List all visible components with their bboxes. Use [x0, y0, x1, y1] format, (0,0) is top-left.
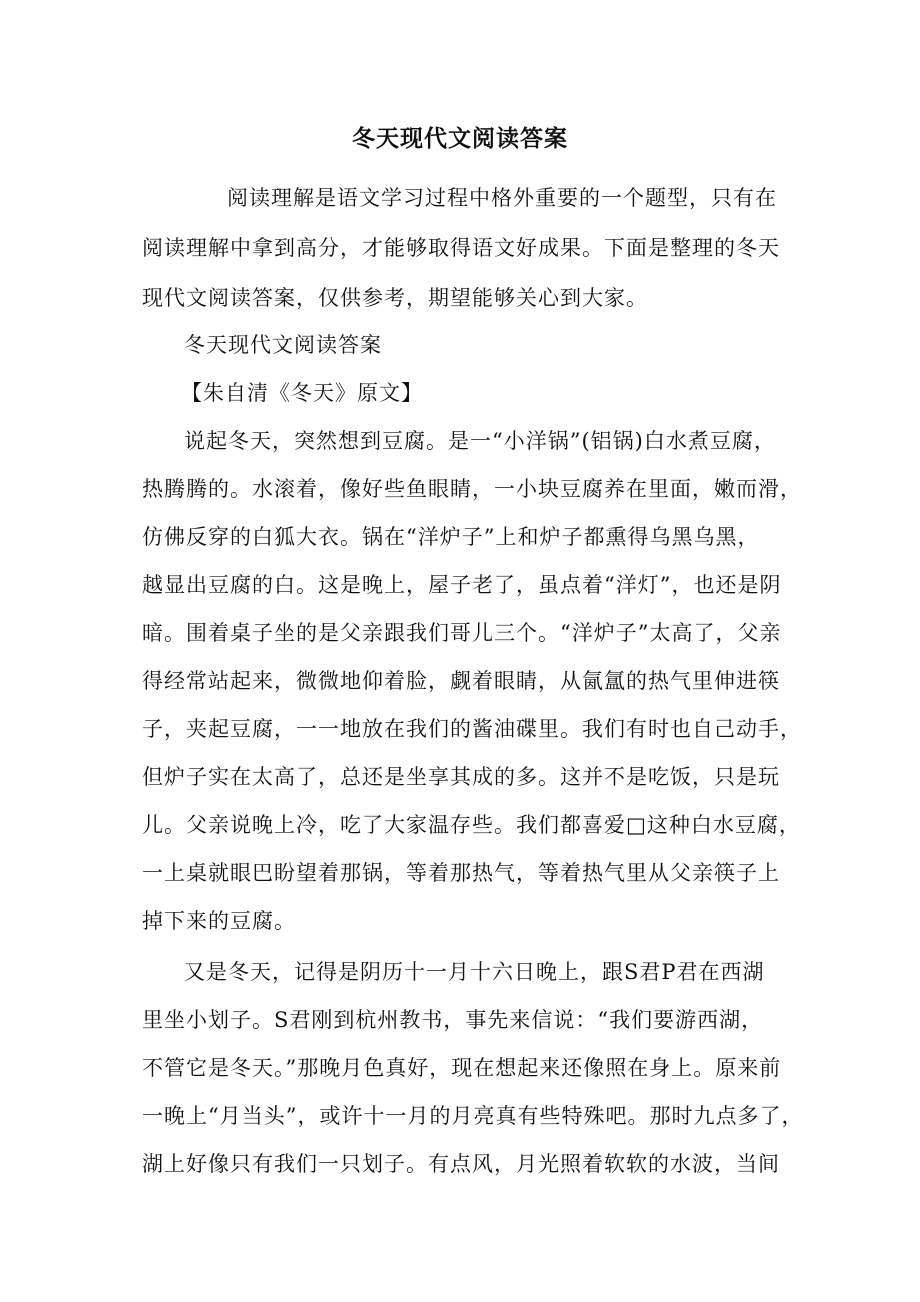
paragraph-line: 阅读理解中拿到高分，才能够取得语文好成果。下面是整理的冬天 — [142, 236, 780, 260]
paragraph-line: 湖上好像只有我们一只划子。有点风，月光照着软软的水波，当间 — [142, 1152, 780, 1176]
paragraph-line: 掉下来的豆腐。 — [142, 909, 296, 933]
paragraph-line: 儿。父亲说晚上冷，吃了大家温存些。我们都喜爱□这种白水豆腐， — [142, 813, 801, 837]
section-heading: 冬天现代文阅读答案 — [184, 333, 382, 357]
paragraph-line: 说起冬天，突然想到豆腐。是一“小洋锅”(铝锅)白水煮豆腐， — [184, 429, 776, 453]
paragraph-line: 仿佛反穿的白狐大衣。锅在“洋炉子”上和炉子都熏得乌黑乌黑， — [142, 525, 760, 549]
source-heading: 【朱自清《冬天》原文】 — [181, 381, 423, 405]
paragraph-line: 阅读理解是语文学习过程中格外重要的一个题型，只有在 — [227, 186, 777, 210]
document-title: 冬天现代文阅读答案 — [352, 126, 568, 152]
paragraph-line: 一上桌就眼巴盼望着那锅，等着那热气，等着热气里从父亲筷子上 — [142, 861, 780, 885]
paragraph-line: 越显出豆腐的白。这是晚上，屋子老了，虽点着“洋灯”，也还是阴 — [142, 573, 782, 597]
paragraph-line: 子，夹起豆腐，一一地放在我们的酱油碟里。我们有时也自己动手， — [142, 717, 802, 741]
paragraph-line: 现代文阅读答案，仅供参考，期望能够关心到大家。 — [142, 286, 648, 310]
paragraph-line: 暗。围着桌子坐的是父亲跟我们哥儿三个。“洋炉子”太高了，父亲 — [142, 621, 782, 645]
paragraph-line: 不管它是冬天。”那晚月色真好，现在想起来还像照在身上。原来前 — [142, 1056, 782, 1080]
paragraph-line: 热腾腾的。水滚着，像好些鱼眼睛，一小块豆腐养在里面，嫩而滑， — [142, 477, 802, 501]
paragraph-line: 但炉子实在太高了，总还是坐享其成的多。这并不是吃饭，只是玩 — [142, 765, 780, 789]
paragraph-line: 得经常站起来，微微地仰着脸，觑着眼睛，从氤氲的热气里伸进筷 — [142, 669, 780, 693]
paragraph-line: 里坐小划子。S君刚到杭州教书，事先来信说：“我们要游西湖， — [142, 1008, 764, 1032]
paragraph-line: 又是冬天，记得是阴历十一月十六日晚上，跟S君P君在西湖 — [184, 960, 765, 984]
paragraph-line: 一晚上“月当头”，或许十一月的月亮真有些特殊吧。那时九点多了， — [142, 1104, 804, 1128]
